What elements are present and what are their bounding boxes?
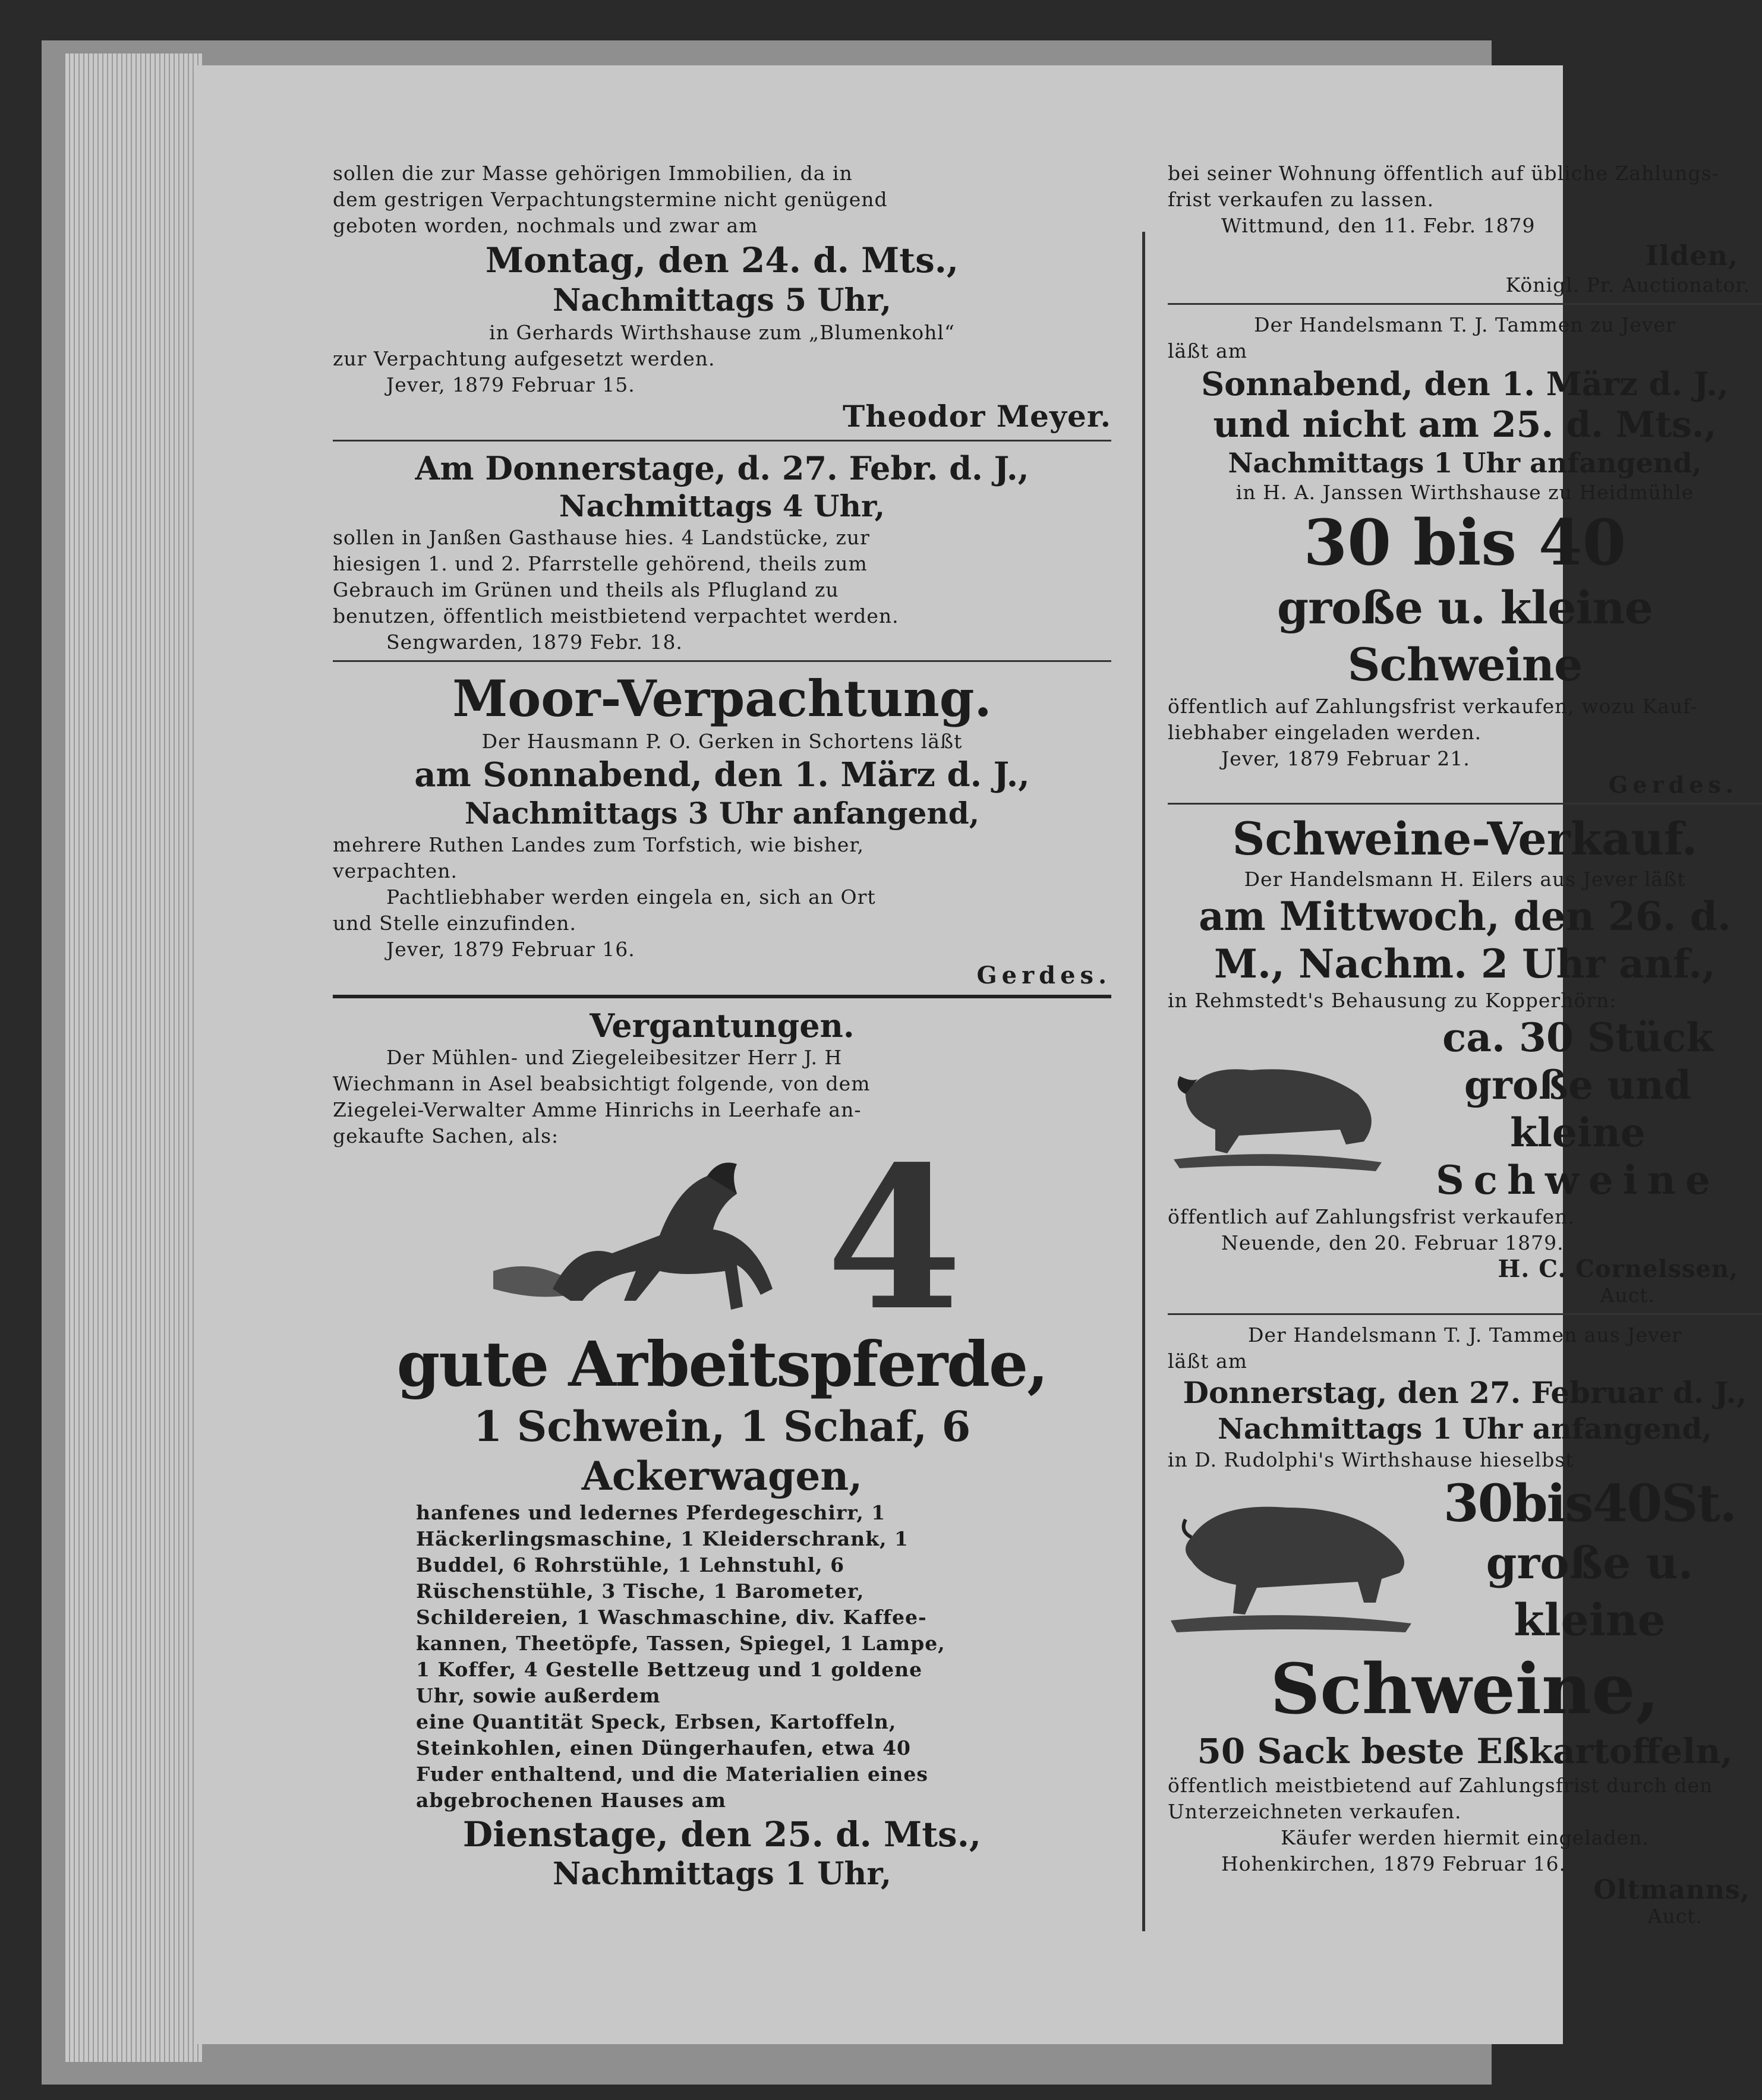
ad-schweine-verkauf <box>1168 812 1762 1308</box>
pig-illustration <box>1168 1040 1394 1177</box>
ad-separator <box>333 660 1111 662</box>
ad-text-line: liebhaber eingeladen werden. <box>1168 721 1482 744</box>
ad-text-line: sollen die zur Masse gehörigen Immobilien, da in <box>333 162 853 185</box>
ad-title: Vergantungen. <box>590 1007 855 1045</box>
ad-dateline: Jever, 1879 Februar 16. <box>386 938 635 961</box>
ad-moor-lease <box>333 669 1111 989</box>
item-line: Buddel, 6 Rohrstühle, 1 Lehnstuhl, 6 <box>416 1553 845 1576</box>
ad-date-2: und nicht am 25. d. Mts., <box>1213 404 1717 446</box>
ad-text-line: öffentlich auf Zahlungsfrist verkaufen, wozu Kauf- <box>1168 695 1698 718</box>
column-divider <box>1142 232 1145 1931</box>
ad-intro: Der Hausmann P. O. Gerken in Schortens läßt <box>481 730 963 753</box>
ad-text-line: Unterzeichneten verkaufen. <box>1168 1800 1462 1823</box>
ad-signature: Gerdes. <box>976 961 1111 989</box>
ad-count: ca. 30 Stück <box>1442 1014 1713 1061</box>
ad-land-lease-sengwarden <box>333 449 1111 655</box>
ad-text-line: Ziegelei-Verwalter Amme Hinrichs in Leerhafe an- <box>333 1098 862 1121</box>
ad-date: Montag, den 24. d. Mts., <box>485 240 959 280</box>
ad-date: Dienstage, den 25. d. Mts., <box>462 1814 982 1855</box>
ad-time: Nachmittags 1 Uhr, <box>552 1856 892 1892</box>
ad-text-line: benutzen, öffentlich meistbietend verpachtet werden. <box>333 604 899 628</box>
ad-title: Moor-Verpachtung. <box>452 669 992 728</box>
big-number: 4 <box>826 1123 963 1354</box>
ad-intro-2: läßt am <box>1168 1349 1247 1373</box>
ad-title: Schweine-Verkauf. <box>1232 812 1698 865</box>
ad-purpose: zur Verpachtung aufgesetzt werden. <box>333 347 715 370</box>
ad-time: Nachmittags 1 Uhr anfangend, <box>1228 447 1702 479</box>
ad-dateline: Hohenkirchen, 1879 Februar 16. <box>1221 1852 1566 1875</box>
ad-intro: Der Handelsmann T. J. Tammen aus Jever <box>1248 1323 1682 1347</box>
ad-dateline: Wittmund, den 11. Febr. 1879 <box>1221 214 1536 237</box>
ad-count: 30bis40St. <box>1443 1474 1736 1534</box>
page-edges <box>65 53 202 2062</box>
ad-time: Nachmittags 4 Uhr, <box>559 488 885 524</box>
ad-text-line: gekaufte Sachen, als: <box>333 1124 559 1147</box>
ad-dateline: Jever, 1879 Februar 21. <box>1221 747 1470 770</box>
ad-signature: H. C. Cornelssen, <box>1498 1255 1738 1283</box>
pig-ad-text <box>1394 1014 1762 1204</box>
item-line: Uhr, sowie außerdem <box>416 1684 661 1707</box>
ad-text-line: sollen in Janßen Gasthause hies. 4 Landstücke, zur <box>333 526 870 549</box>
ad-text-line: bei seiner Wohnung öffentlich auf übliche Zahlungs- <box>1168 162 1719 185</box>
item-line: hanfenes und ledernes Pferdegeschirr, 1 <box>416 1501 886 1524</box>
ad-headline: große u. kleine Schweine <box>1277 581 1653 691</box>
item-line: Fuder enthaltend, und die Materialien eines <box>416 1762 928 1786</box>
ad-signature-title: Auct. <box>1600 1284 1655 1307</box>
ad-place: in H. A. Janssen Wirthshause zu Heidmühle <box>1235 481 1694 504</box>
ad-headline: große und kleine <box>1464 1062 1692 1156</box>
ad-text-line: hiesigen 1. und 2. Pfarrstelle gehörend, theils zum <box>333 552 868 575</box>
ad-text-line: öffentlich auf Zahlungsfrist verkaufen. <box>1168 1205 1575 1228</box>
ad-text-line: Wiechmann in Asel beabsichtigt folgende, von dem <box>333 1072 871 1095</box>
item-list <box>333 1500 1111 1814</box>
ad-place: in Rehmstedt's Behausung zu Kopperhörn: <box>1168 989 1617 1012</box>
ad-headline: gute Arbeitspferde, <box>396 1328 1048 1401</box>
ad-signature: Oltmanns, <box>1593 1875 1750 1905</box>
ad-potatoes: 50 Sack beste Eßkartoffeln, <box>1197 1731 1733 1771</box>
ad-text-line: öffentlich meistbietend auf Zahlungsfrist durch den <box>1168 1774 1713 1797</box>
ad-signature: Gerdes. <box>1608 771 1738 798</box>
ad-buyers: Käufer werden hiermit eingeladen. <box>1281 1826 1649 1849</box>
ad-text-line: Pachtliebhaber werden eingela en, sich an Ort <box>386 885 876 909</box>
item-line: Häckerlingsmaschine, 1 Kleiderschrank, 1 <box>416 1527 909 1550</box>
ad-separator <box>333 440 1111 442</box>
item-line: eine Quantität Speck, Erbsen, Kartoffeln, <box>416 1710 897 1733</box>
ad-separator <box>333 995 1111 998</box>
pig-illustration-row <box>1168 1014 1762 1204</box>
ad-date: am Mittwoch, den 26. d. <box>1199 893 1731 939</box>
ad-headline-2: 1 Schwein, 1 Schaf, 6 <box>473 1402 971 1451</box>
item-line: abgebrochenen Hauses am <box>416 1789 727 1812</box>
horse-illustration <box>481 1152 790 1325</box>
ad-intro: Der Handelsmann T. J. Tammen zu Jever <box>1254 313 1676 336</box>
newspaper-page <box>196 65 1750 2044</box>
ad-date-2: M., Nachm. 2 Uhr anf., <box>1214 941 1716 987</box>
item-line: Steinkohlen, einen Düngerhaufen, etwa 40 <box>416 1736 911 1760</box>
item-line: kannen, Theetöpfe, Tassen, Spiegel, 1 Lampe, <box>416 1632 945 1655</box>
ad-text-line: dem gestrigen Verpachtungstermine nicht genügend <box>333 188 888 211</box>
item-line: Rüschenstühle, 3 Tische, 1 Barometer, <box>416 1579 865 1603</box>
ad-vergantungen <box>333 1007 1111 1893</box>
ad-place: in Gerhards Wirthshause zum „Blumenkohl“ <box>489 321 955 344</box>
ad-text-line: frist verkaufen zu lassen. <box>1168 188 1435 211</box>
ad-separator <box>1168 303 1762 305</box>
item-line: 1 Koffer, 4 Gestelle Bettzeug und 1 goldene <box>416 1658 923 1681</box>
ad-signature-title: Auct. <box>1647 1904 1703 1928</box>
ad-headline-2: Schweine, <box>1270 1649 1660 1730</box>
right-column <box>1168 160 1762 1929</box>
ad-text-line: geboten worden, nochmals und zwar am <box>333 214 758 237</box>
pig-illustration <box>1168 1484 1417 1638</box>
ad-time: Nachmittags 3 Uhr anfangend, <box>464 796 980 831</box>
ad-dateline: Neuende, den 20. Februar 1879. <box>1221 1231 1564 1254</box>
ad-signature-title: Königl. Pr. Auctionator. <box>1505 273 1750 297</box>
ad-place: in D. Rudolphi's Wirthshause hieselbst <box>1168 1448 1574 1471</box>
ad-text-line: Der Mühlen- und Ziegeleibesitzer Herr J. H <box>386 1046 843 1069</box>
ad-time: Nachmittags 5 Uhr, <box>552 282 892 319</box>
ad-intro: Der Handelsmann H. Eilers aus Jever läßt <box>1244 868 1686 891</box>
ad-signature: Ilden, <box>1646 239 1738 272</box>
item-line: Schildereien, 1 Waschmaschine, div. Kaffee- <box>416 1606 927 1629</box>
pig-illustration-row-2 <box>1168 1473 1762 1649</box>
ad-text-line: Gebrauch im Grünen und theils als Pflugland zu <box>333 578 839 601</box>
ad-headline: große u. kleine <box>1486 1538 1694 1646</box>
ad-separator <box>1168 1313 1762 1315</box>
ad-date: Am Donnerstage, d. 27. Febr. d. J., <box>415 449 1029 487</box>
ad-time: Nachmittags 1 Uhr anfangend, <box>1218 1412 1712 1446</box>
ad-signature: Theodor Meyer. <box>843 399 1111 434</box>
ad-tammen-hohenkirchen <box>1168 1322 1762 1929</box>
ad-date: am Sonnabend, den 1. März d. J., <box>414 755 1030 794</box>
ad-text-line: mehrere Ruthen Landes zum Torfstich, wie bisher, <box>333 833 865 856</box>
ad-text-line: verpachten. <box>333 859 458 882</box>
ad-wittmund <box>1168 160 1762 298</box>
ad-headline-3: Ackerwagen, <box>581 1453 863 1499</box>
ad-count: 30 bis 40 <box>1303 505 1627 579</box>
ad-tammen-heidmuehle <box>1168 312 1762 798</box>
ad-text-line: und Stelle einzufinden. <box>333 912 577 935</box>
ad-date: Sonnabend, den 1. März d. J., <box>1201 365 1729 403</box>
ad-dateline: Sengwarden, 1879 Febr. 18. <box>386 630 683 654</box>
ad-dateline: Jever, 1879 Februar 15. <box>386 373 635 396</box>
pig-ad-text-2 <box>1417 1473 1762 1649</box>
ad-date: Donnerstag, den 27. Februar d. J., <box>1183 1375 1747 1410</box>
ad-headline-2: Schweine <box>1436 1157 1720 1203</box>
ad-auction-gerhards <box>333 160 1111 435</box>
ad-intro-2: läßt am <box>1168 339 1247 362</box>
left-column <box>333 160 1111 1893</box>
ad-separator <box>1168 803 1762 805</box>
